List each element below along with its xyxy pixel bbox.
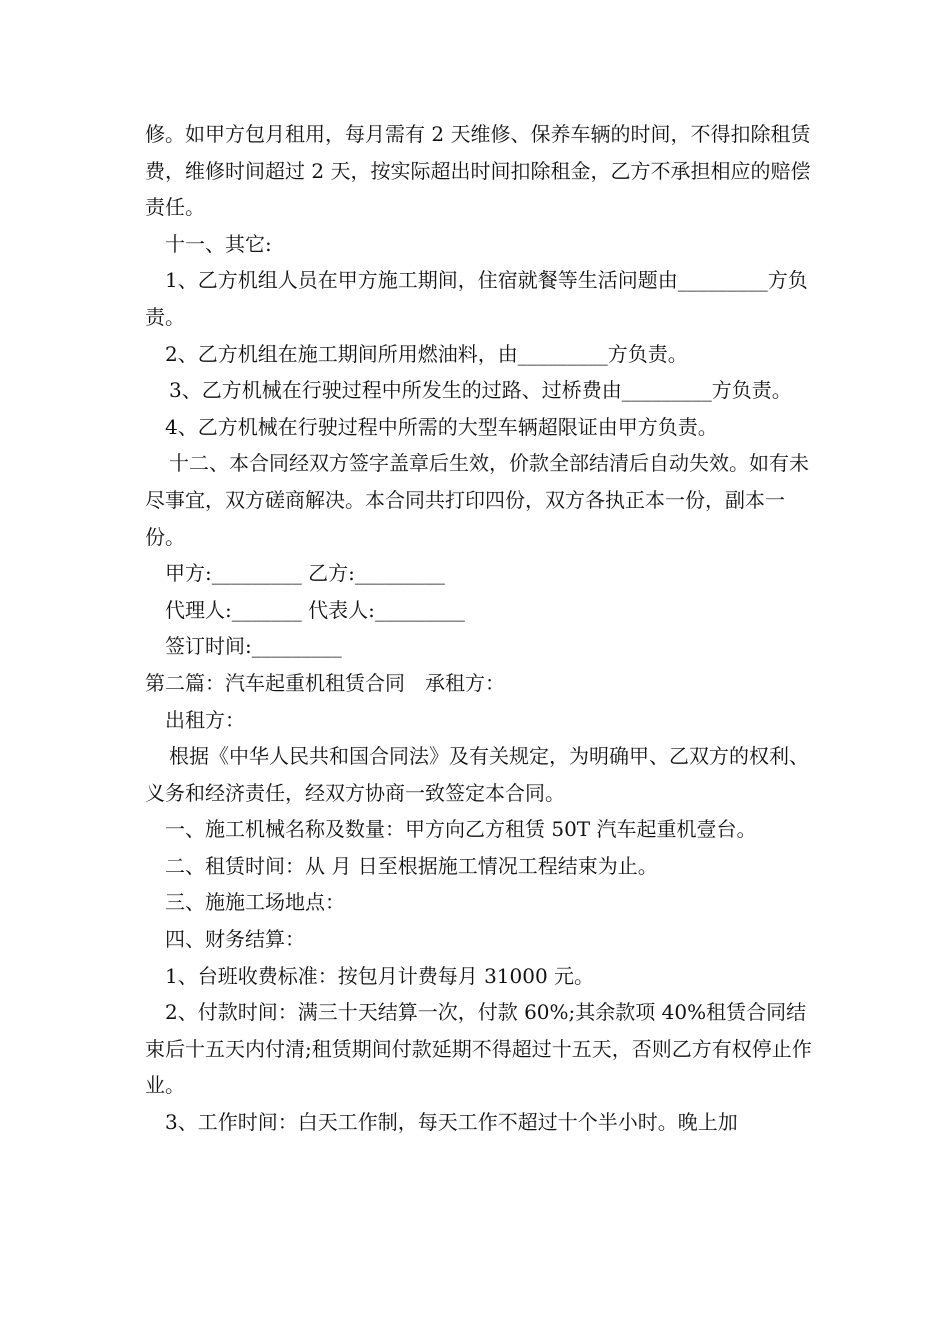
- clause-1-machinery: 一、施工机械名称及数量：甲方向乙方租赁 50T 汽车起重机壹台。: [165, 817, 757, 842]
- clause-4-2-payment: 2、付款时间：满三十天结算一次，付款 60%;其余款项 40%租赁合同结束后十五天内付清;租赁期间付款延期不得超过十五天，否则乙方有权停止作业。: [145, 1000, 812, 1098]
- document-page: [145, 116, 817, 1141]
- section-11-heading: 十一、其它:: [165, 231, 272, 256]
- signature-agents: 代理人:_______ 代表人:_________: [165, 597, 465, 622]
- clause-11-3: 3、乙方机械在行驶过程中所发生的过路、过桥费由_________方负责。: [169, 378, 792, 403]
- paragraph-repair-terms: 修。如甲方包月租用，每月需有 2 天维修、保养车辆的时间，不得扣除租赁费，维修时间超过 2 天，按实际超出时间扣除租金，乙方不承担相应的赔偿责任。: [145, 122, 811, 220]
- clause-4-3-hours: 3、工作时间：白天工作制，每天工作不超过十个半小时。晚上加: [165, 1110, 738, 1135]
- lessor-line: 出租方：: [165, 707, 245, 732]
- clause-2-lease-time: 二、租赁时间：从 月 日至根据施工情况工程结束为止。: [165, 853, 658, 878]
- clause-11-2: 2、乙方机组在施工期间所用燃油料，由_________方负责。: [165, 341, 688, 366]
- part-two-title: 第二篇：汽车起重机租赁合同 承租方：: [145, 670, 505, 695]
- clause-4-finance: 四、财务结算：: [165, 927, 305, 952]
- clause-4-1-rate: 1、台班收费标准：按包月计费每月 31000 元。: [165, 963, 595, 988]
- signature-parties: 甲方:_________ 乙方:_________: [165, 561, 445, 586]
- signature-date: 签订时间:_________: [165, 634, 342, 659]
- clause-11-4: 4、乙方机械在行驶过程中所需的大型车辆超限证由甲方负责。: [165, 414, 718, 439]
- clause-11-1: 1、乙方机组人员在甲方施工期间，住宿就餐等生活问题由_________方负责。: [145, 268, 808, 329]
- section-12-paragraph: 十二、本合同经双方签字盖章后生效，价款全部结清后自动失效。如有未尽事宜，双方磋商解决。本合同共打印四份，双方各执正本一份，副本一份。: [145, 451, 809, 549]
- preamble-paragraph: 根据《中华人民共和国合同法》及有关规定，为明确甲、乙双方的权利、义务和经济责任，经双方协商一致签定本合同。: [145, 744, 809, 805]
- clause-3-site: 三、施施工场地点：: [165, 890, 345, 915]
